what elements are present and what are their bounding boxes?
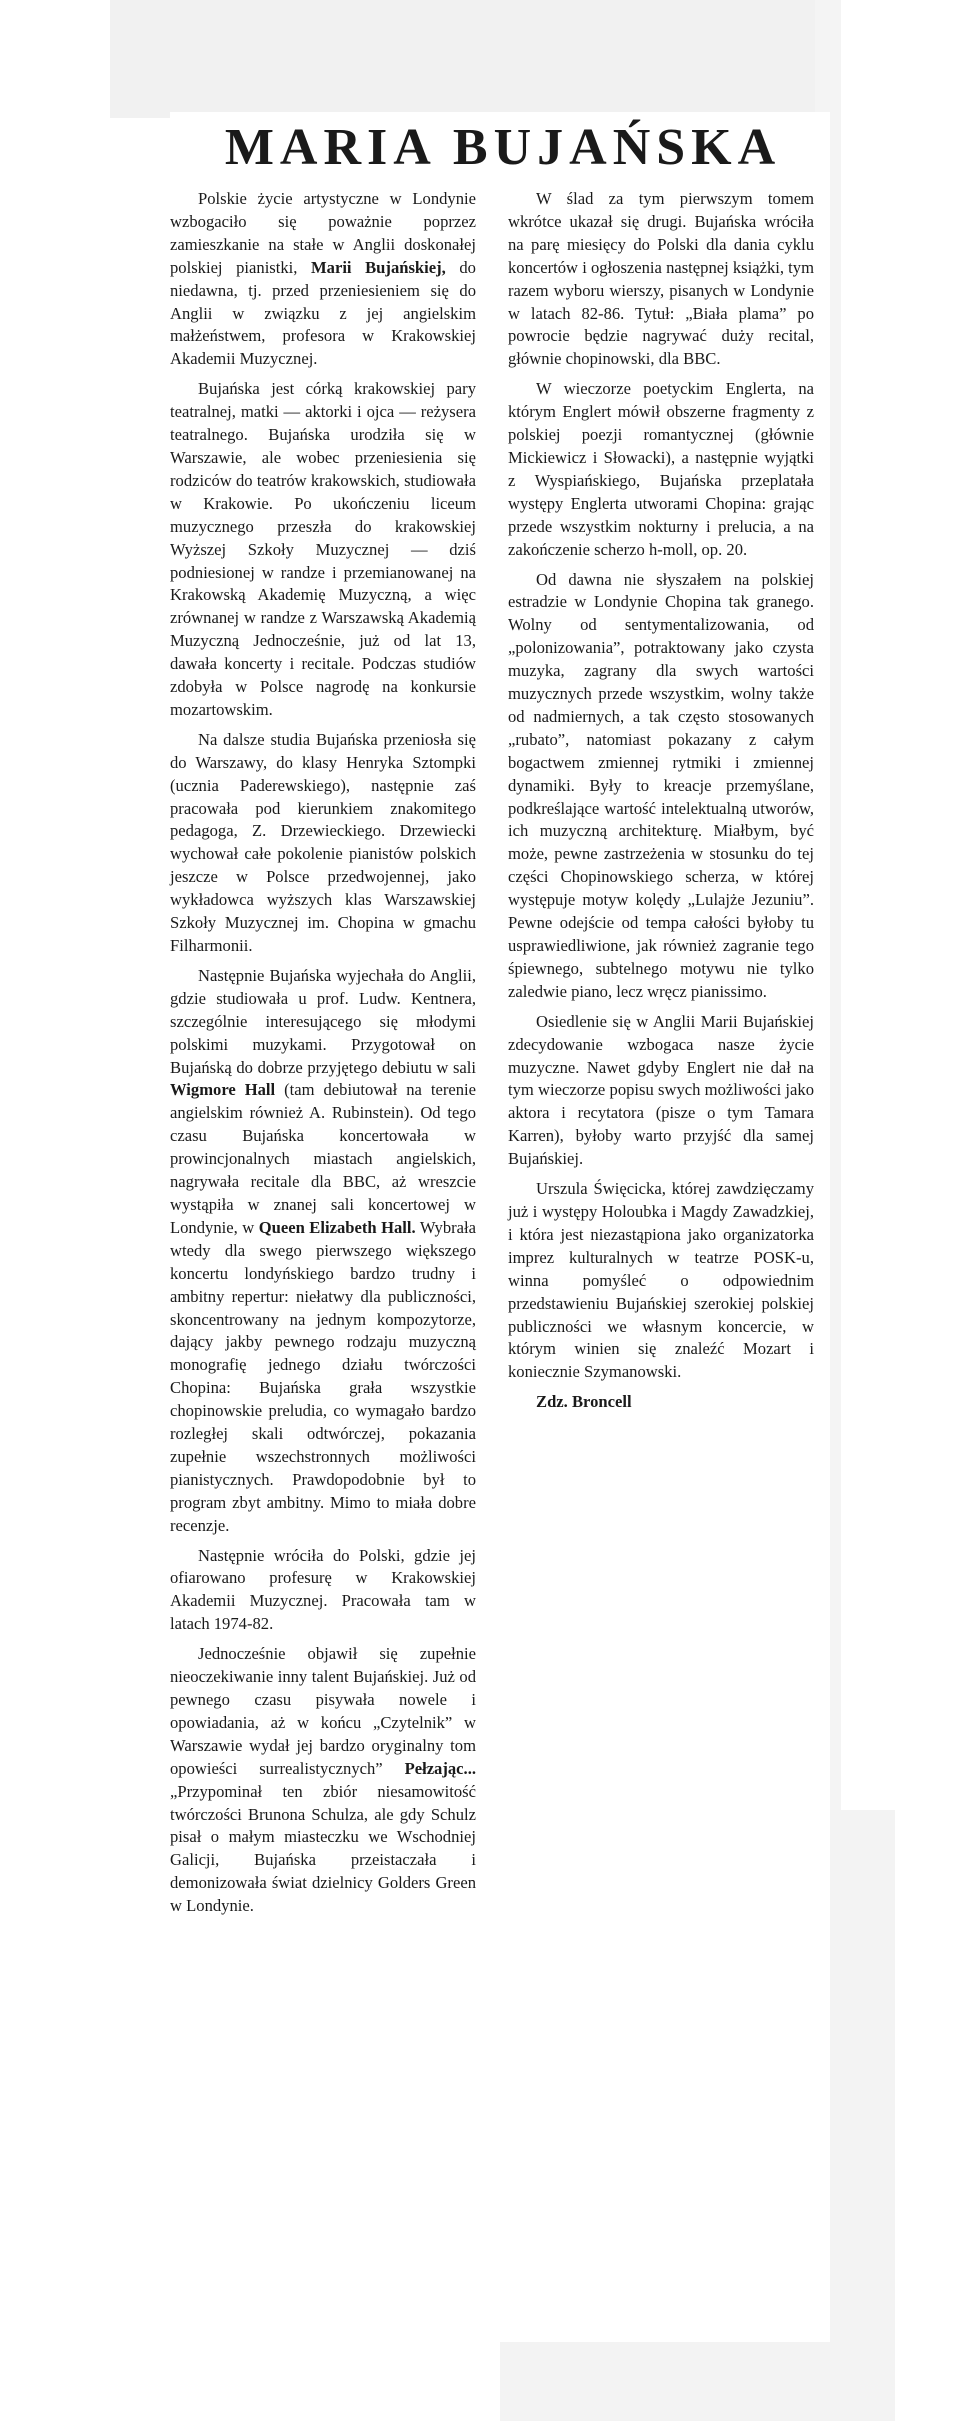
bold-text: Marii Bujańskiej, bbox=[311, 257, 446, 277]
newspaper-clipping bbox=[170, 112, 830, 2342]
article-paragraph bbox=[170, 378, 476, 722]
article-paragraph bbox=[170, 729, 476, 958]
article-paragraph bbox=[170, 1545, 476, 1637]
article-paragraph bbox=[508, 1011, 814, 1171]
text-run: Osiedlenie się w Anglii Marii Bujańskiej zdecydowanie wzbogaca nasze życie muzyczne. Nawet gdyby Englert nie dał na tym wieczorze popisu swych możliwości jako aktora i recytatora (pisze o tym Tamara Karren), byłoby warto przyjść dla samej Bujańskiej. bbox=[508, 1011, 814, 1169]
bold-text: Queen Elizabeth Hall. bbox=[258, 1217, 416, 1237]
article-paragraph bbox=[508, 569, 814, 1004]
text-run: (tam debiutował na terenie angielskim również A. Rubinstein). Od tego czasu Bujańska koncertowała w prowincjonalnych miastach angielskich, nagrywała recitale dla BBC, aż wreszcie wystąpiła w znanej sali koncertowej w Londynie, w bbox=[170, 1080, 476, 1237]
text-run: Na dalsze studia Bujańska przeniosła się do Warszawy, do klasy Henryka Sztompki (ucznia Paderewskiego), następnie zaś pracowała pod kierunkiem znakomitego pedagoga, Z. Drzewieckiego. Drzewiecki wychował całe pokolenie pianistów polskich jeszcze w Polsce przedwojennej, jako wykładowca wyższych klas Warszawskiej Szkoły Muzycznej im. Chopina w gmachu Filharmonii. bbox=[170, 729, 476, 955]
right-column-body bbox=[508, 188, 814, 1384]
scan-shadow-top bbox=[110, 0, 825, 118]
bold-text: Pełzając... bbox=[404, 1758, 476, 1778]
bold-text: Wigmore Hall bbox=[170, 1080, 276, 1100]
text-run: Wybrała wtedy dla swego pierwszego większego koncertu londyńskiego bardzo trudny i ambitny repertur: niełatwy dla publiczności, skoncentrowany na jednym kompozytorze, dający jakby pewnego rodzaju muzyczną monografię jednego działu twórczości Chopina: Bujańska grała wszystkie chopinowskie preludia, co wymagało bardzo rozległej skali odtwórczej, pokazania zupełnie wszechstronnych możliwości pianistycznych. Prawdopodobnie był to program zbyt ambitny. Mimo to miała dobre recenzje. bbox=[170, 1217, 476, 1535]
article-paragraph bbox=[170, 1643, 476, 1918]
article-paragraph bbox=[508, 1178, 814, 1384]
article-paragraph bbox=[170, 188, 476, 371]
author-signature: Zdz. Broncell bbox=[536, 1392, 632, 1412]
text-run: do niedawna, tj. przed przeniesieniem się do Anglii w związku z jej angielskim małżeństwem, profesora w Krakowskiej Akademii Muzycznej. bbox=[170, 257, 476, 369]
text-run: Od dawna nie słyszałem na polskiej estradzie w Londynie Chopina tak granego. Wolny od sentymentalizowania, od „polonizowania”, potraktowany jako czysta muzyka, zagrany dla swych wartości muzycznych przede wszystkim, wolny także od nadmiernych, a tak często stosowanych „rubato”, natomiast pokazany z całym bogactwem zmiennej rytmiki i zmiennej dynamiki. Były to kreacje przemyślane, podkreślające wartość intelektualną utworów, ich muzyczną architekturę. Miałbym, być może, pewne zastrzeżenia w stosunku do tej części Chopinowskiego scherza, w której występuje motyw kolędy „Lulajże Jezuniu”. Pewne odejście od tempa całości byłoby tu usprawiedliwione, jak również zagranie tego śpiewnego, subtelnego motywu nie tylko zaledwie piano, lecz wręcz pianissimo. bbox=[508, 569, 814, 1001]
text-run: W wieczorze poetyckim Englerta, na którym Englert mówił obszerne fragmenty z polskiej poezji romantycznej (głównie Mickiewicz i Słowacki), a następnie wyjątki z Wyspiańskiego, Bujańska przeplatała występy Englerta utworami Chopina: grając przede wszystkim nokturny i prelucia, a na zakończenie scherzo h-moll, op. 20. bbox=[508, 379, 814, 559]
text-run: Polskie życie artystyczne w Londynie wzbogaciło się poważnie poprzez zamieszkanie na stałe w Anglii doskonałej polskiej pianistki, bbox=[170, 189, 476, 277]
article-paragraph bbox=[170, 965, 476, 1538]
article-title: MARIA BUJAŃSKA bbox=[224, 119, 782, 176]
text-run: Urszula Święcicka, której zawdzięczamy już i występy Holoubka i Magdy Zawadzkiej, i która jest niezastąpiona jako organizatorka imprez kulturalnych w teatrze POSK-u, winna pomyśleć o odpowiednim przedstawieniu Bujańskiej szerokiej polskiej publiczności we własnym koncercie, w którym winien się znaleźć Mozart i koniecznie Szymanowski. bbox=[508, 1179, 814, 1382]
text-run: „Przypominał ten zbiór niesamowitość twórczości Brunona Schulza, ale gdy Schulz pisał o małym miasteczku we Wschodniej Galicji, Bujańska przeistaczała i demonizowała świat dzielnicy Golders Green w Londynie. bbox=[170, 1781, 476, 1916]
text-run: Następnie Bujańska wyjechała do Anglii, gdzie studiowała u prof. Ludw. Kentnera, szczególnie interesującego się młodymi polskimi muzykami. Przygotował on Bujańską do dobrze przyjętego debiutu w sali bbox=[170, 965, 476, 1077]
article-paragraph bbox=[508, 378, 814, 561]
text-run: Bujańska jest córką krakowskiej pary teatralnej, matki — aktorki i ojca — reżysera teatralnego. Bujańska urodziła się w Warszawie, ale wobec przeniesienia się rodziców do teatrów krakowskich, studiowała w Krakowie. Po ukończeniu liceum muzycznego przeszła do krakowskiej Wyższej Szkoły Muzycznej — dziś podniesionej w randze i przemianowanej na Krakowską Akademię Muzyczną, a więc zrównanej w randze z Warszawską Akademią Muzyczną Jednocześnie, już od lat 13, dawała koncerty i recitale. Podczas studiów zdobyła w Polsce nagrodę na konkursie mozartowskim. bbox=[170, 379, 476, 719]
right-column bbox=[508, 188, 814, 1421]
text-run: Jednocześnie objawił się zupełnie nieoczekiwanie inny talent Bujańskiej. Już od pewnego czasu pisywała nowele i opowiadania, aż w końcu „Czytelnik” w Warszawie wydał jej bardzo oryginalny tom opowieści surrealistycznych” bbox=[170, 1644, 476, 1778]
article-paragraph bbox=[508, 188, 814, 371]
text-run: W ślad za tym pierwszym tomem wkrótce ukazał się drugi. Bujańska wróciła na parę miesięcy do Polski dla dania cyklu koncertów i ogłoszenia następnej książki, tym razem wyboru wierszy, pisanych w Londynie w latach 82-86. Tytuł: „Biała plama” po powrocie będzie nagrywać duży recital, głównie chopinowski, dla BBC. bbox=[508, 189, 814, 369]
text-run: Następnie wróciła do Polski, gdzie jej ofiarowano profesurę w Krakowskiej Akademii Muzycznej. Pracowała tam w latach 1974-82. bbox=[170, 1545, 476, 1634]
left-column bbox=[170, 188, 476, 1925]
